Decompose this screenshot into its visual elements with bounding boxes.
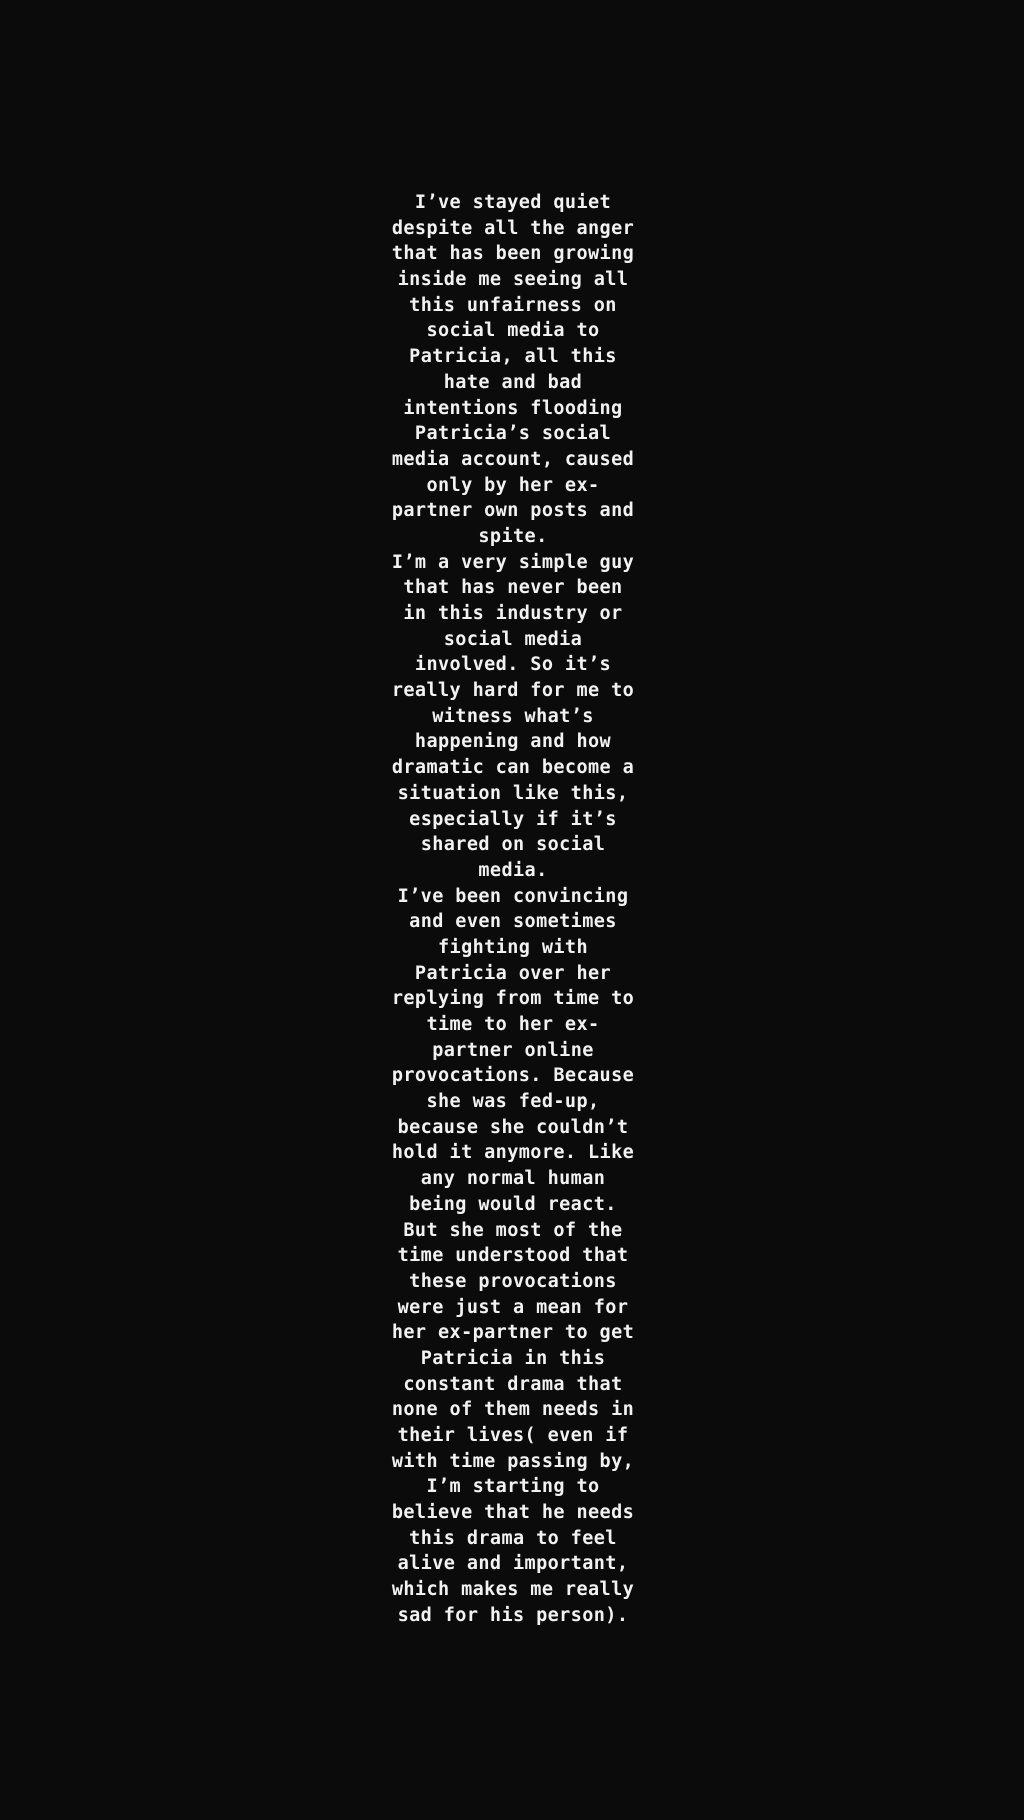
story-text-line: because she couldn’t [397,1116,629,1138]
story-text-line: social media [443,628,583,650]
story-text-line: hold it anymore. Like [391,1142,635,1164]
story-text-line: this unfairness on [409,294,617,316]
story-text-line: believe that he needs [391,1502,635,1524]
story-text-line: I’m a very simple guy [391,551,635,573]
story-text-line: inside me seeing all [397,269,629,291]
story-text-line: that has never been [403,577,623,599]
story-text-line: and even sometimes [409,911,617,933]
story-text-line: this drama to feel [409,1527,617,1549]
story-text-line: her ex-partner to get [391,1322,635,1344]
story-text-line: media account, caused [391,448,635,470]
story-text-line: especially if it’s [409,808,617,830]
story-text-line: none of them needs in [391,1399,635,1421]
story-text-line: despite all the anger [391,217,635,239]
story-text-line: happening and how [414,731,612,753]
story-text-line: these provocations [409,1270,617,1292]
story-text-line: really hard for me to [391,680,635,702]
story-text-line: involved. So it’s [414,654,612,676]
story-text-line: hate and bad [443,371,583,393]
story-text-line: Patricia in this [420,1347,606,1369]
story-text-line: I’ve been convincing [397,885,629,907]
story-text-line: provocations. Because [391,1065,635,1087]
story-text-line: that has been growing [391,243,635,265]
story-text-line: fighting with [438,936,588,958]
story-text-line: dramatic can become a [391,757,635,779]
story-text-line: time understood that [397,1245,629,1267]
story-text-line: their lives( even if [397,1425,629,1446]
story-text-line: situation like this, [397,782,629,804]
story-text-line: spite. [478,525,548,547]
story-text-line: social media to [426,320,600,342]
story-text-line: alive and important, [397,1553,629,1575]
story-text-line: constant drama that [403,1373,623,1395]
story-text-block [343,190,683,1629]
story-text-line: time to her ex- [426,1014,600,1035]
story-text-line: partner own posts and [391,500,635,522]
story-text-line: media. [478,859,548,881]
story-text-line: only by her ex- [426,474,600,496]
story-text-line: I’ve stayed quiet [414,192,612,213]
story-text-line: any normal human [420,1168,606,1190]
story-text-line: But she most of the [403,1219,623,1241]
story-text-line: which makes me really [391,1579,635,1601]
story-text-line: intentions flooding [403,397,623,419]
story-text-line: Patricia, all this [409,346,617,368]
story-text-line: she was fed-up, [426,1091,600,1113]
story-text-line: being would react. [409,1193,617,1215]
story-text-line: witness what’s [432,705,594,727]
story-text-line: replying from time to [391,988,635,1010]
story-text-line: shared on social [420,834,606,856]
story-text-line: in this industry or [403,603,623,624]
story-text-line: I’m starting to [426,1476,600,1498]
story-text-line: sad for his person). [397,1604,629,1626]
story-text-line: with time passing by, [391,1450,635,1472]
story-text-line: partner online [432,1039,594,1061]
story-text-line: were just a mean for [397,1296,629,1318]
story-text-line: Patricia over her [414,962,612,984]
story-text-line: Patricia’s social [414,423,612,445]
